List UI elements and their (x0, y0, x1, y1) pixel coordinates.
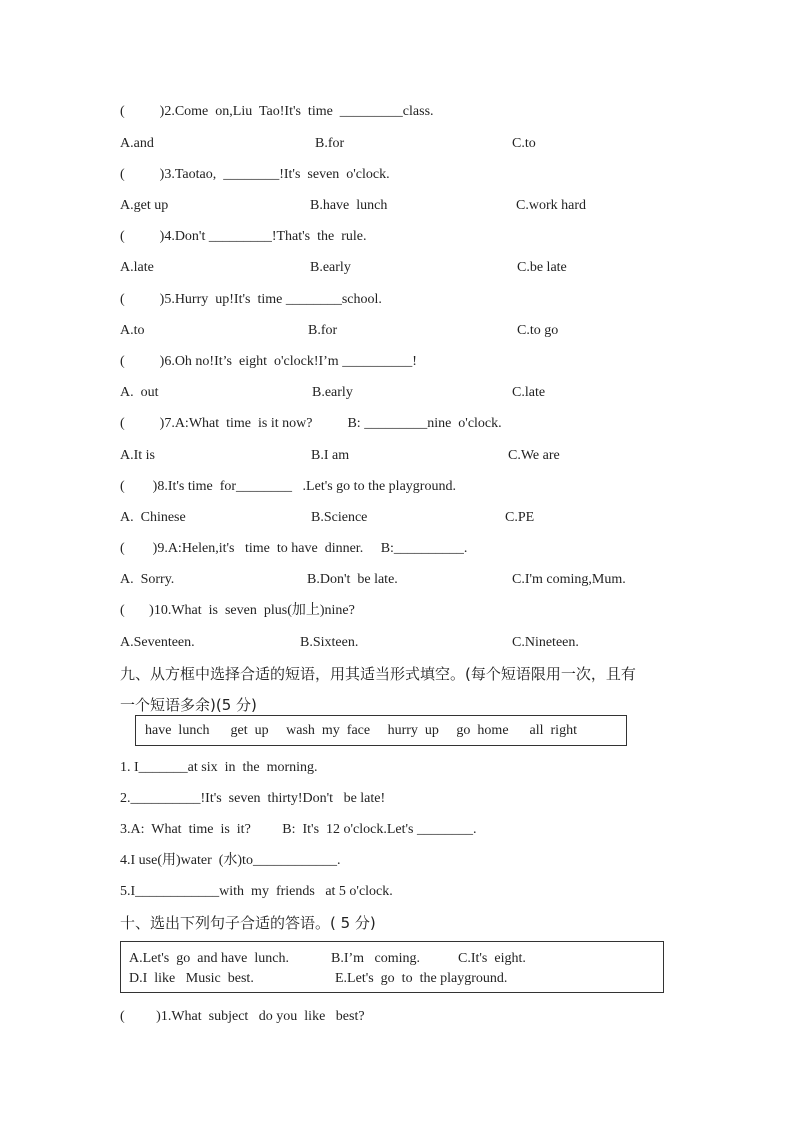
question-5-option-b: B.for (308, 323, 338, 338)
section-10-question-1: ( )1.What subject do you like best? (120, 1009, 365, 1024)
section-9-item-1: 1. I_______at six in the morning. (120, 760, 318, 775)
question-4-option-b: B.early (310, 260, 351, 275)
question-10-option-c: C.Nineteen. (512, 635, 579, 650)
question-5-option-c: C.to go (517, 323, 559, 338)
section-10-heading: 十、选出下列句子合适的答语。( 5 分) (120, 914, 376, 932)
question-8-option-c: C.PE (505, 510, 535, 525)
question-5-stem: ( )5.Hurry up!It's time ________school. (120, 292, 382, 307)
section-9-item-2: 2.__________!It's seven thirty!Don't be late! (120, 791, 386, 806)
answer-option-b: B.I’m coming. (331, 951, 421, 966)
section-9-item-4: 4.I use(用)water (水)to____________. (120, 853, 341, 868)
phrase-box (135, 715, 627, 746)
section-9-item-3: 3.A: What time is it? B: It's 12 o'clock.Let's ________. (120, 822, 477, 837)
section-9-item-5: 5.I____________with my friends at 5 o'clock. (120, 884, 393, 899)
question-7-option-c: C.We are (508, 448, 560, 463)
question-2-option-b: B.for (315, 136, 345, 151)
question-8-stem: ( )8.It's time for________ .Let's go to the playground. (120, 479, 456, 494)
phrase-list: have lunch get up wash my face hurry up go home all right (145, 723, 577, 738)
question-2-stem: ( )2.Come on,Liu Tao!It's time _________class. (120, 104, 434, 119)
question-6-stem: ( )6.Oh no!It’s eight o'clock!I’m __________! (120, 354, 417, 369)
question-6-option-c: C.late (512, 385, 546, 400)
answer-option-d: D.I like Music best. (129, 971, 254, 986)
question-7-stem: ( )7.A:What time is it now? B: _________nine o'clock. (120, 416, 502, 431)
question-2-option-c: C.to (512, 136, 536, 151)
question-4-stem: ( )4.Don't _________!That's the rule. (120, 229, 367, 244)
section-9-heading-line-1: 九、从方框中选择合适的短语，用其适当形式填空。(每个短语限用一次，且有 (120, 665, 636, 683)
question-7-option-a: A.It is (120, 448, 155, 463)
question-3-option-a: A.get up (120, 198, 169, 213)
question-9-option-b: B.Don't be late. (307, 572, 398, 587)
question-6-option-b: B.early (312, 385, 353, 400)
question-8-option-a: A. Chinese (120, 510, 186, 525)
question-9-option-a: A. Sorry. (120, 572, 175, 587)
answer-option-a: A.Let's go and have lunch. (129, 951, 289, 966)
question-7-option-b: B.I am (311, 448, 350, 463)
answer-option-e: E.Let's go to the playground. (335, 971, 508, 986)
question-10-option-a: A.Seventeen. (120, 635, 195, 650)
question-9-stem: ( )9.A:Helen,it's time to have dinner. B:__________. (120, 541, 468, 556)
question-4-option-a: A.late (120, 260, 154, 275)
question-2-option-a: A.and (120, 136, 154, 151)
question-3-stem: ( )3.Taotao, ________!It's seven o'clock. (120, 167, 390, 182)
section-9-heading-line-2: 一个短语多余)(5 分) (120, 696, 257, 714)
question-3-option-c: C.work hard (516, 198, 586, 213)
question-3-option-b: B.have lunch (310, 198, 388, 213)
question-6-option-a: A. out (120, 385, 159, 400)
question-10-stem: ( )10.What is seven plus(加上)nine? (120, 603, 355, 618)
question-8-option-b: B.Science (311, 510, 368, 525)
question-5-option-a: A.to (120, 323, 145, 338)
answer-option-c: C.It's eight. (458, 951, 526, 966)
answer-box (120, 941, 664, 993)
question-10-option-b: B.Sixteen. (300, 635, 359, 650)
question-9-option-c: C.I'm coming,Mum. (512, 572, 626, 587)
question-4-option-c: C.be late (517, 260, 567, 275)
